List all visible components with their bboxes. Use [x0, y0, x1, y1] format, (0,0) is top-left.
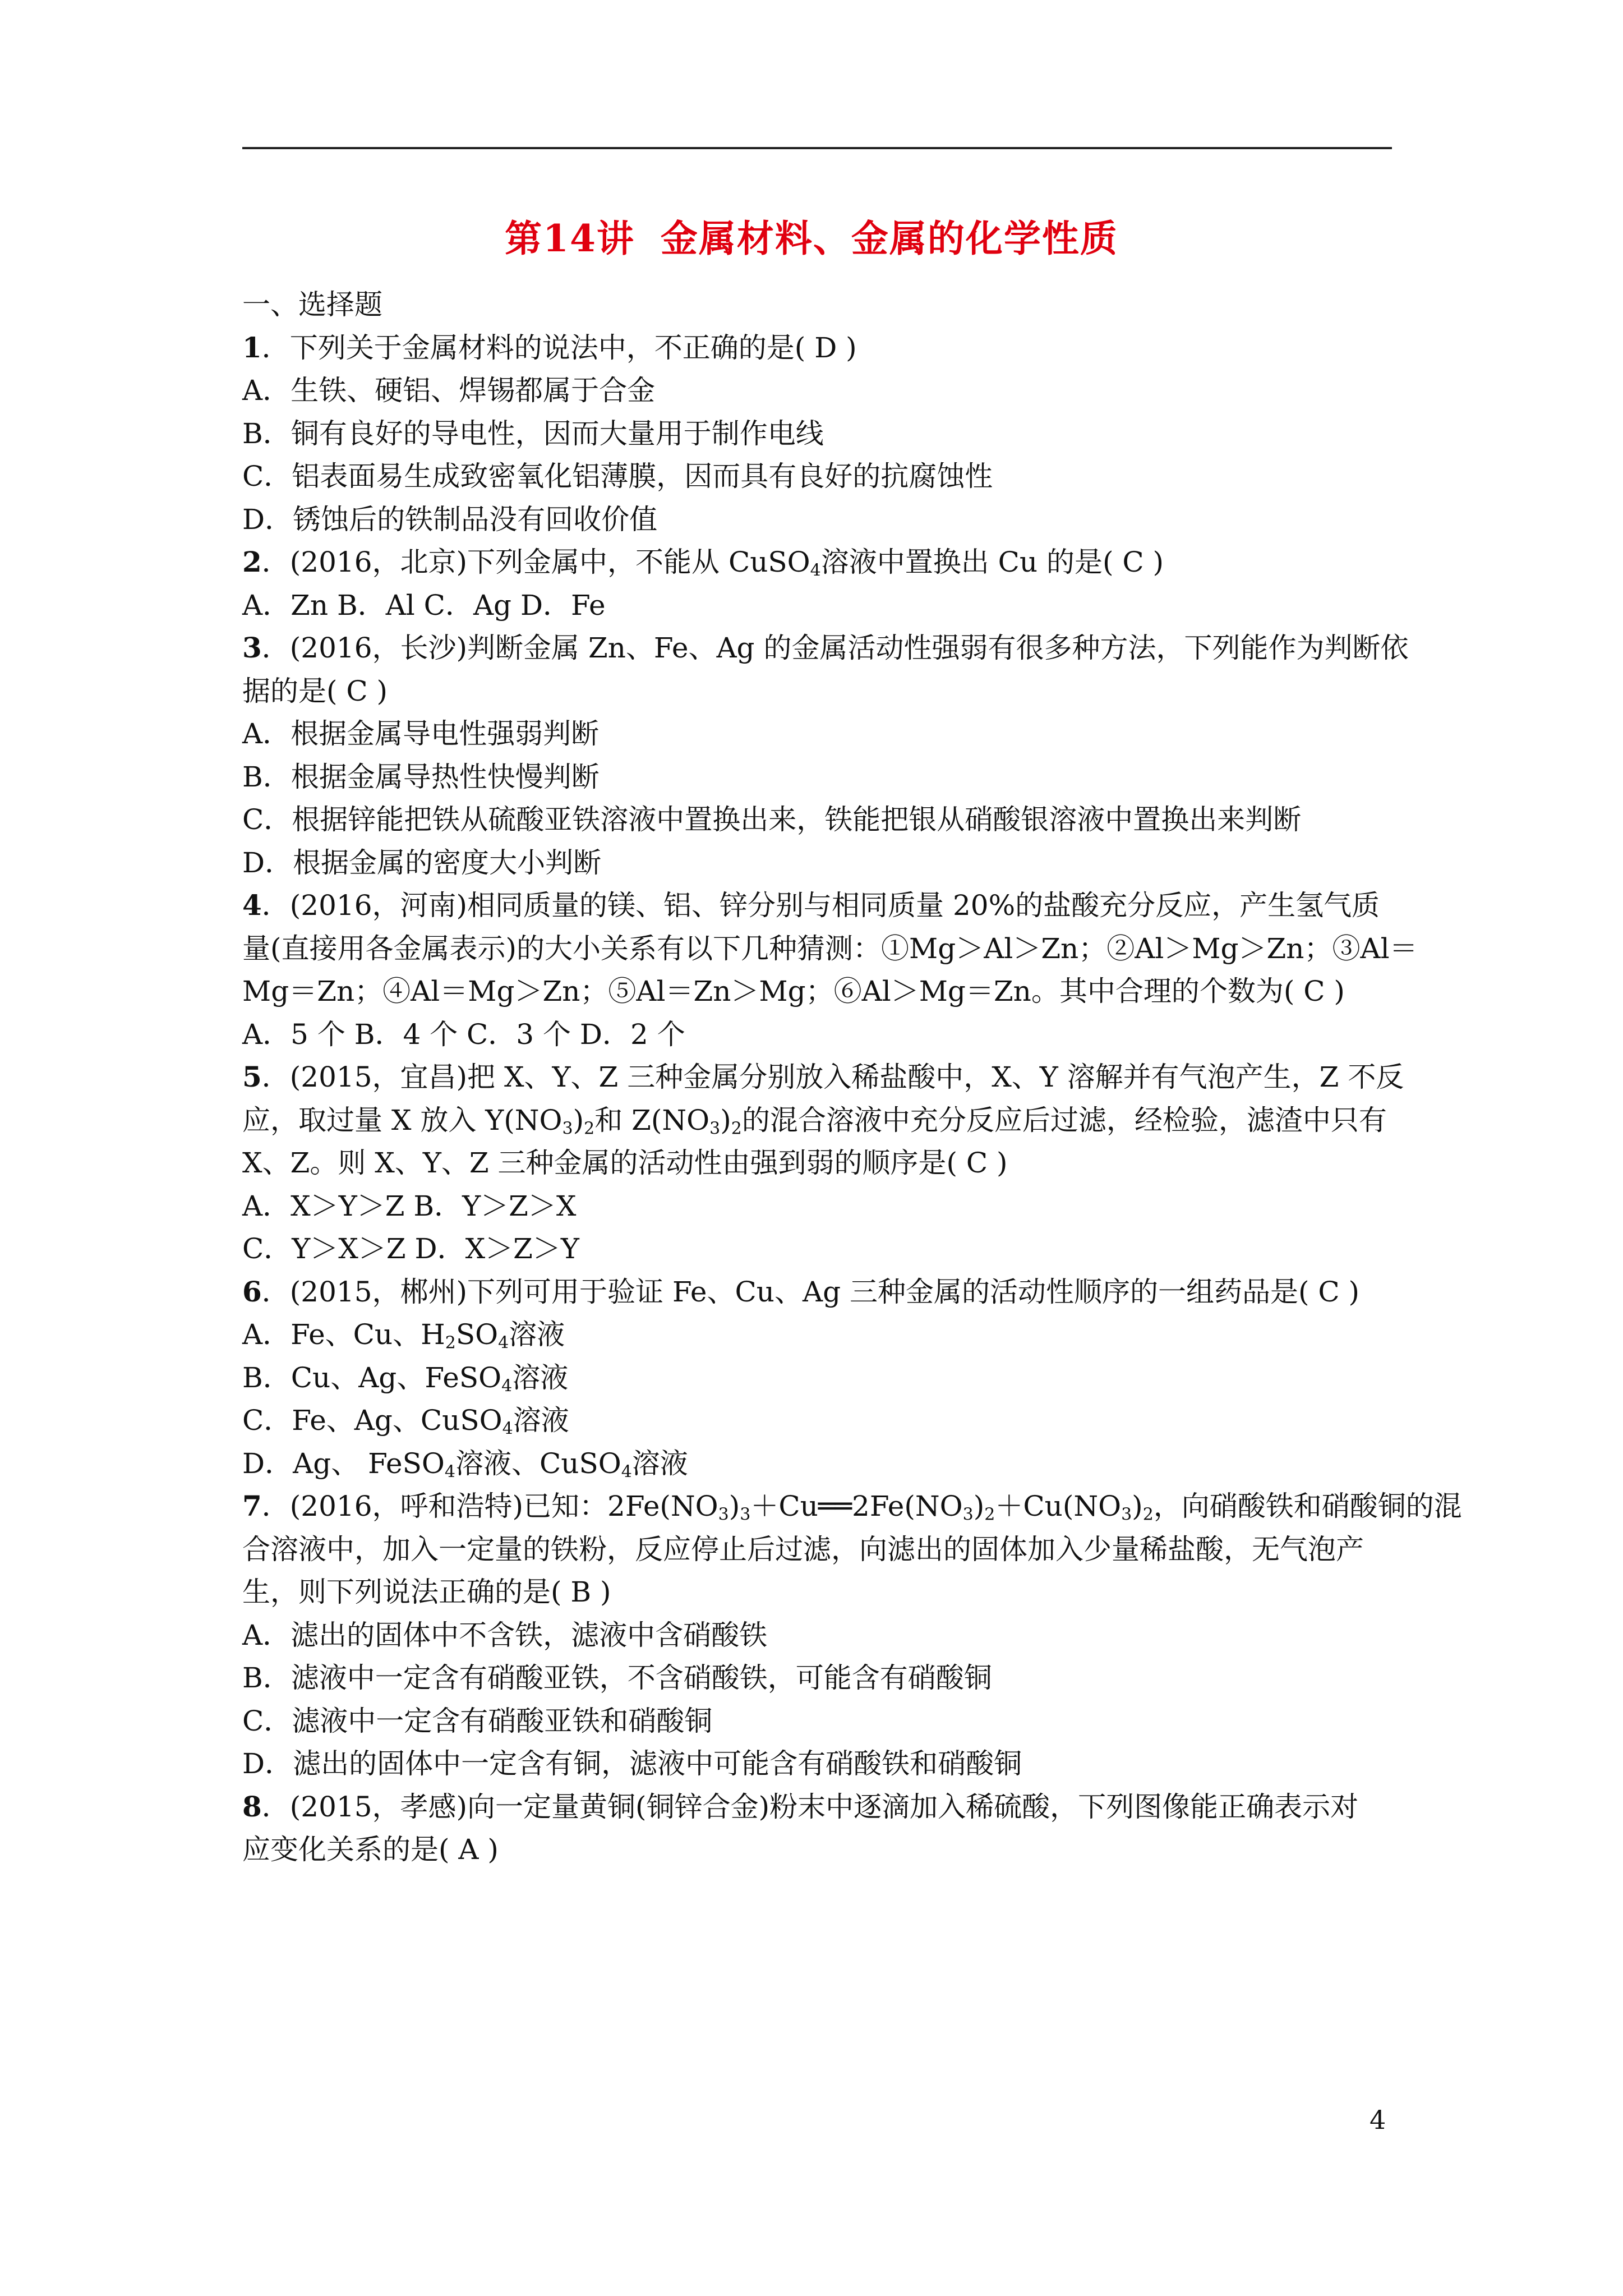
question-stem-line: 4．(2016，河南)相同质量的镁、铝、锌分别与相同质量 20%的盐酸充分反应，产生氢气质: [242, 889, 1380, 922]
subscript: 4: [810, 560, 821, 581]
question-stem-line: 6．(2015，郴州)下列可用于验证 Fe、Cu、Ag 三种金属的活动性顺序的一组药品是( C ): [242, 1274, 1360, 1308]
answer-option: D．滤出的固体中一定含有铜，滤液中可能含有硝酸铁和硝酸铜: [242, 1747, 1022, 1780]
question-number: 3: [242, 631, 262, 664]
answer-option: A．Fe、Cu、$H_2SO_4$溶液: [242, 1318, 565, 1353]
answer-option: B．根据金属导热性快慢判断: [242, 760, 600, 793]
question-number: 4: [242, 889, 262, 922]
subscript: 2: [731, 1119, 742, 1138]
page-number: 4: [1370, 2105, 1386, 2135]
question-stem-line: 生，则下列说法正确的是( B ): [242, 1576, 611, 1608]
question-number: 1: [242, 330, 262, 364]
answer-option: D．Ag、 FeSO$_4$溶液、CuSO$_4$溶液: [242, 1447, 688, 1481]
page-title: [0, 209, 1623, 262]
question-number: 6: [242, 1274, 262, 1308]
subscript: 3: [709, 1119, 721, 1138]
subscript: 4: [621, 1462, 632, 1481]
question-stem-line: 5．(2015，宜昌)把 X、Y、Z 三种金属分别放入稀盐酸中，X、Y 溶解并有气泡产生，Z 不反: [242, 1060, 1404, 1093]
subscript: 4: [502, 1419, 513, 1439]
subscript: 3: [740, 1504, 751, 1525]
subscript: 3: [718, 1504, 729, 1525]
subscript: 3: [562, 1119, 573, 1138]
subscript: 4: [444, 1462, 455, 1481]
question-stem-line: 据的是( C ): [242, 674, 388, 707]
answer-option: D．锈蚀后的铁制品没有回收价值: [242, 503, 658, 536]
question-number: 2: [242, 545, 262, 578]
section-heading: 一、选择题: [242, 288, 382, 321]
question-number: 7: [242, 1489, 262, 1522]
question-stem-line: Mg＝Zn；④Al＝Mg＞Zn；⑤Al＝Zn＞Mg；⑥Al＞Mg＝Zn。其中合理的个数为( C ): [242, 975, 1345, 1007]
subscript: 2: [584, 1119, 595, 1138]
answer-option: B．铜有良好的导电性，因而大量用于制作电线: [242, 417, 824, 450]
header-rule: [242, 147, 1392, 149]
answer-option: B．Cu、Ag、FeSO$_4$溶液: [242, 1361, 569, 1396]
answer-option: A．根据金属导电性强弱判断: [242, 717, 600, 750]
answer-option: C．Y＞X＞Z D．X＞Z＞Y: [242, 1232, 579, 1265]
question-number: 5: [242, 1060, 262, 1093]
question-stem-line: 应变化关系的是( A ): [242, 1833, 499, 1866]
chapter-topic: 金属材料、金属的化学性质: [660, 217, 1118, 260]
answer-option: C．Fe、Ag、CuSO$_4$溶液: [242, 1404, 569, 1439]
answer-option: A．X＞Y＞Z B．Y＞Z＞X: [242, 1189, 577, 1222]
answer-option: D．根据金属的密度大小判断: [242, 846, 602, 879]
subscript: 2: [984, 1504, 995, 1525]
answer-option: A．5 个 B．4 个 C．3 个 D．2 个: [242, 1018, 685, 1051]
answer-option: A．滤出的固体中不含铁，滤液中含硝酸铁: [242, 1618, 768, 1651]
question-stem-line: 应，取过量 X 放入 $Y(NO_3)_2$和 $Z(NO_3)_2$的混合溶液中充分反应后过滤，经检验，滤渣中只有: [242, 1103, 1387, 1138]
question-stem-line: 2．(2016，北京)下列金属中，不能从 CuSO$_4$溶液中置换出 Cu 的是( C ): [242, 545, 1164, 581]
subscript: 3: [1121, 1504, 1132, 1525]
subscript: 3: [962, 1504, 974, 1525]
question-stem-line: 量(直接用各金属表示)的大小关系有以下几种猜测：①Mg＞Al＞Zn；②Al＞Mg＞Zn；③Al＝: [242, 932, 1418, 965]
question-stem-line: 7．(2016，呼和浩特)已知：$2Fe(NO_3)_3+Cu══2Fe(NO_3)_2+Cu(NO_3)_2$，向硝酸铁和硝酸铜的混: [242, 1489, 1462, 1525]
answer-option: C．铝表面易生成致密氧化铝薄膜，因而具有良好的抗腐蚀性: [242, 460, 993, 493]
answer-option: A．生铁、硬铝、焊锡都属于合金: [242, 374, 656, 407]
answer-option: B．滤液中一定含有硝酸亚铁，不含硝酸铁，可能含有硝酸铜: [242, 1662, 992, 1694]
question-stem-line: 3．(2016，长沙)判断金属 Zn、Fe、Ag 的金属活动性强弱有很多种方法，下列能作为判断依: [242, 631, 1409, 664]
question-number: 8: [242, 1789, 262, 1823]
question-list: [242, 283, 1462, 1871]
subscript: 4: [498, 1333, 509, 1353]
question-stem-line: X、Z。则 X、Y、Z 三种金属的活动性由强到弱的顺序是( C ): [242, 1147, 1008, 1179]
answer-option: C．根据锌能把铁从硫酸亚铁溶液中置换出来，铁能把银从硝酸银溶液中置换出来判断: [242, 803, 1302, 836]
question-stem-line: 1．下列关于金属材料的说法中，不正确的是( D ): [242, 330, 857, 364]
subscript: 2: [445, 1333, 456, 1353]
question-stem-line: 8．(2015，孝感)向一定量黄铜(铜锌合金)粉末中逐滴加入稀硫酸，下列图像能正确表示对: [242, 1789, 1359, 1823]
subscript: 2: [1142, 1504, 1154, 1525]
subscript: 4: [501, 1376, 513, 1396]
chapter-label: 第14讲: [505, 217, 635, 260]
answer-option: C．滤液中一定含有硝酸亚铁和硝酸铜: [242, 1704, 713, 1737]
question-stem-line: 合溶液中，加入一定量的铁粉，反应停止后过滤，向滤出的固体加入少量稀盐酸，无气泡产: [242, 1533, 1364, 1566]
answer-option: A．Zn B．Al C．Ag D．Fe: [242, 588, 606, 622]
